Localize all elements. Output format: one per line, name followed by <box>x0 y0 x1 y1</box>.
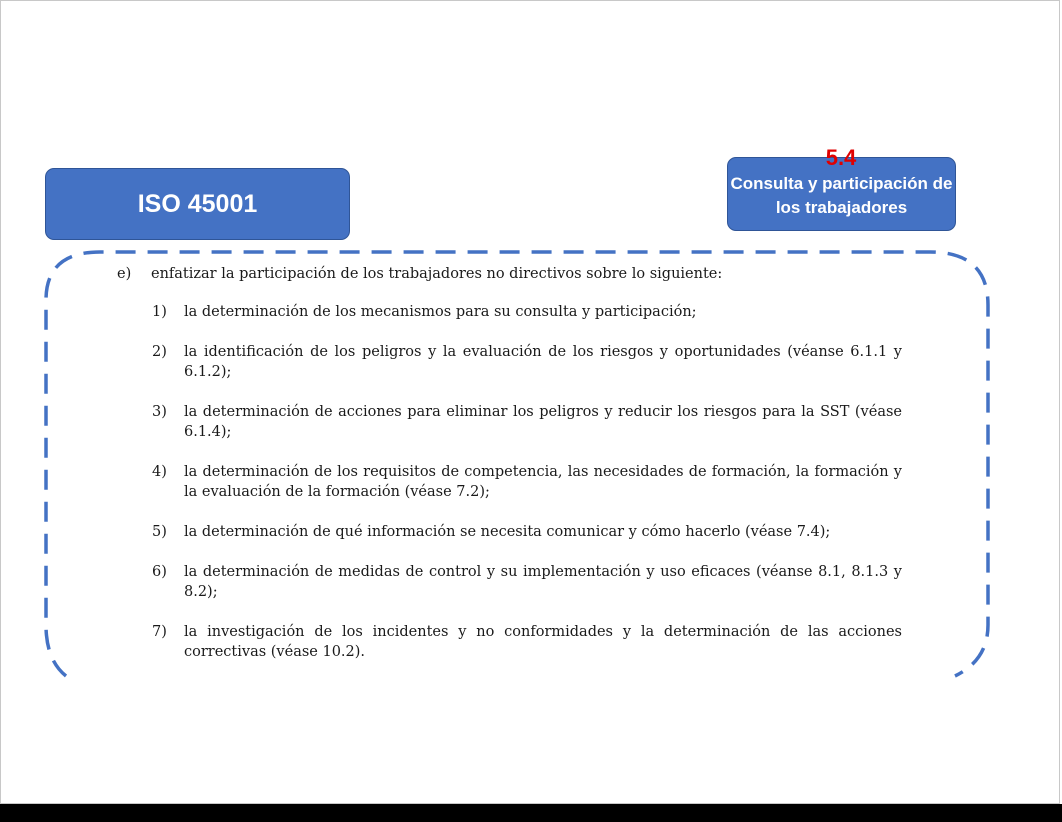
list-item <box>152 402 902 442</box>
list-item <box>152 622 902 662</box>
list-marker: 4) <box>152 464 167 480</box>
list-item-text: la determinación de los mecanismos para su consulta y participación; <box>184 304 697 320</box>
list-marker: 2) <box>152 344 167 360</box>
list-item <box>152 522 902 542</box>
list-item-text: la determinación de medidas de control y su implementación y uso eficaces (véanse 8.1, 8.1.3 y 8.2); <box>184 564 902 600</box>
list-item-text: la determinación de qué información se necesita comunicar y cómo hacerlo (véase 7.4); <box>184 524 831 540</box>
clause-content <box>117 264 902 682</box>
list-item-text: enfatizar la participación de los trabajadores no directivos sobre lo siguiente: <box>151 266 723 282</box>
list-marker: 5) <box>152 524 167 540</box>
list-item-text: la identificación de los peligros y la evaluación de los riesgos y oportunidades (véanse 6.1.1 y 6.1.2); <box>184 344 902 380</box>
list-marker: e) <box>117 266 132 282</box>
section-title: Consulta y participación de los trabajadores <box>730 174 953 217</box>
list-marker: 7) <box>152 624 167 640</box>
document-title-box <box>45 168 350 240</box>
list-item <box>152 342 902 382</box>
list-item <box>152 562 902 602</box>
clause-item-e <box>117 264 902 284</box>
list-marker: 1) <box>152 304 167 320</box>
list-item <box>152 462 902 502</box>
section-number: 5.4 <box>825 145 857 170</box>
list-item-text: la investigación de los incidentes y no conformidades y la determinación de las acciones correctivas (véase 10.2). <box>184 624 902 660</box>
list-item-text: la determinación de los requisitos de competencia, las necesidades de formación, la formación y la evaluación de la formación (véase 7.2); <box>184 464 902 500</box>
list-item-text: la determinación de acciones para eliminar los peligros y reducir los riesgos para la SST (véase 6.1.4); <box>184 404 902 440</box>
list-marker: 6) <box>152 564 167 580</box>
document-title: ISO 45001 <box>137 189 258 218</box>
list-marker: 3) <box>152 404 167 420</box>
list-item <box>152 302 902 322</box>
bottom-bar <box>0 804 1062 822</box>
